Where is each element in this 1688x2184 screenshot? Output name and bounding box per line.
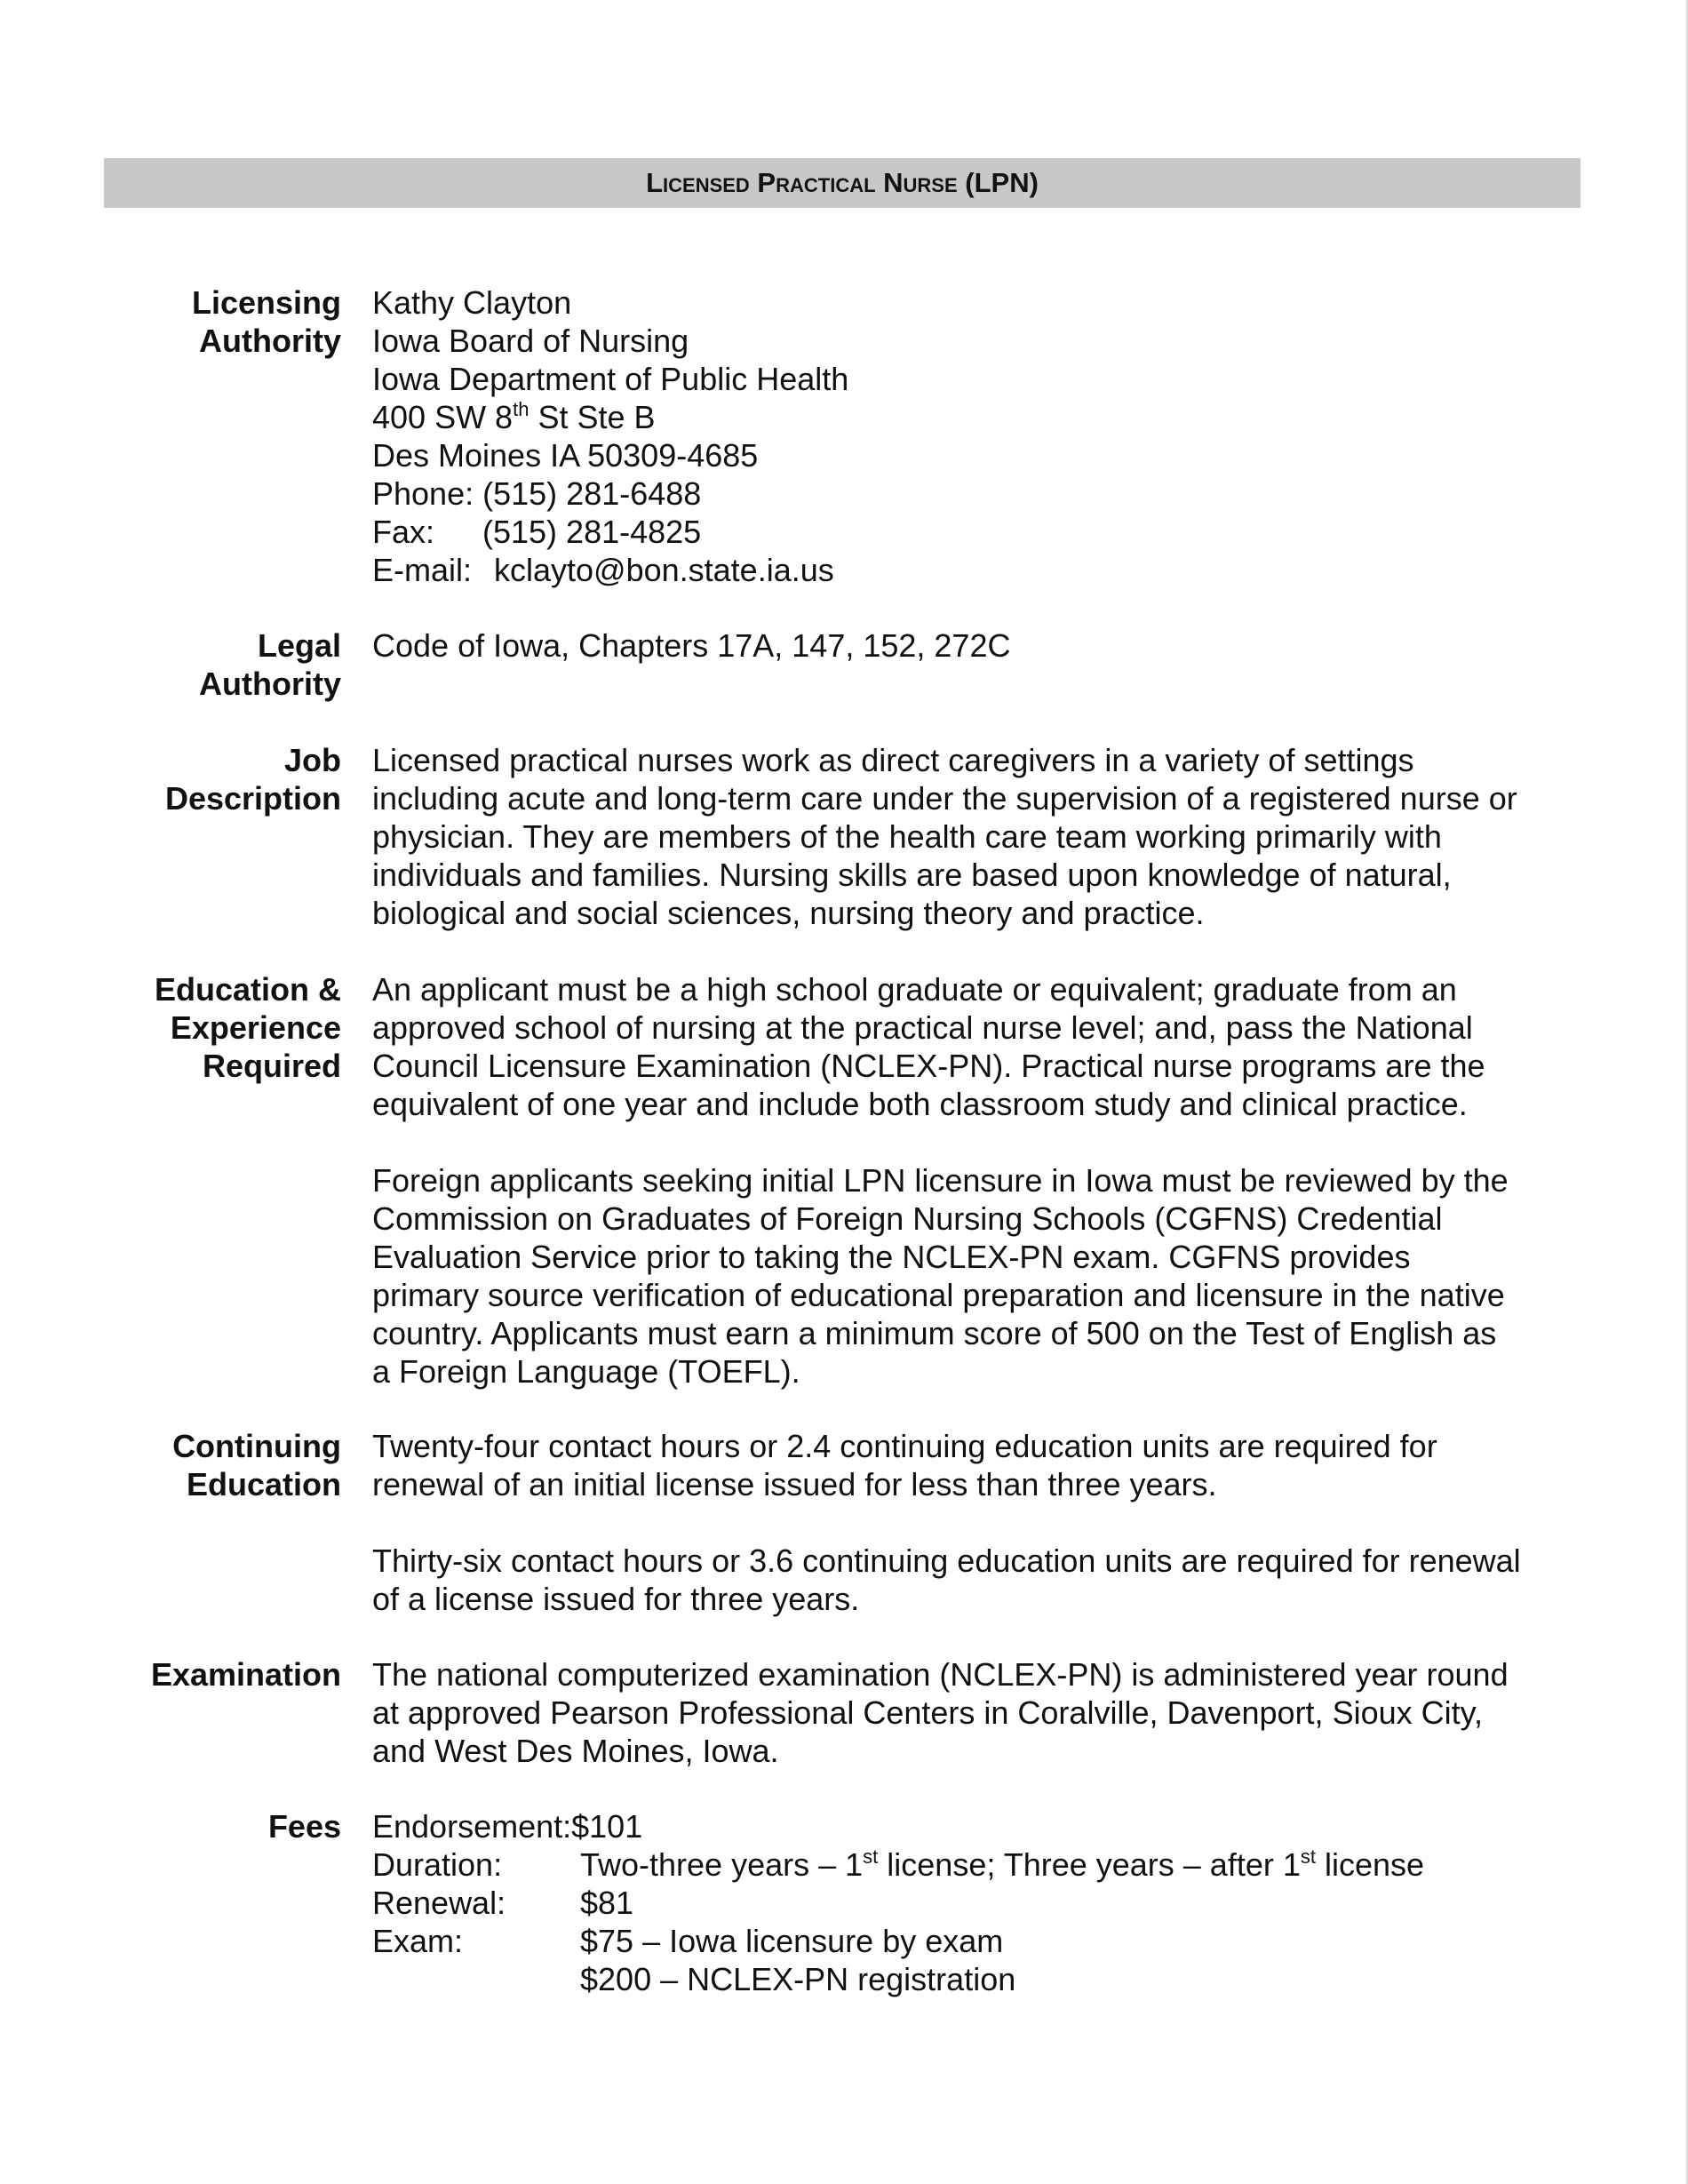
contact-address: 400 SW 8th St Ste B bbox=[372, 398, 656, 435]
section-label: Licensing Authority bbox=[191, 284, 341, 359]
contact-fax: Fax: (515) 281-4825 bbox=[372, 514, 702, 550]
section-label: Legal Authority bbox=[199, 627, 341, 702]
continuing-para-1: Twenty-four contact hours or 2.4 continuing education units are required for renewal of an initial license issued for less than three years. bbox=[372, 1428, 1437, 1502]
legal-text: Code of Iowa, Chapters 17A, 147, 152, 272C bbox=[372, 627, 1011, 664]
contact-name: Kathy Clayton bbox=[372, 284, 572, 321]
contact-dept: Iowa Department of Public Health bbox=[372, 361, 849, 397]
continuing-text bbox=[372, 1427, 1581, 1618]
section-label: Fees bbox=[267, 1808, 341, 1845]
section-label: Continuing Education bbox=[172, 1428, 341, 1502]
section-label: Examination bbox=[150, 1656, 341, 1693]
job-text: Licensed practical nurses work as direct caregivers in a variety of settings including acute and long-term care under the supervision of a registered nurse or physician. They are members of the health care team working primarily with individuals and families. Nursing skills are based upon knowledge of natural, biological and social sciences, nursing theory and practice. bbox=[372, 742, 1517, 931]
licensing-contact bbox=[372, 283, 1581, 589]
fee-renewal: Renewal: $81 bbox=[372, 1885, 634, 1921]
education-para-1: An applicant must be a high school graduate or equivalent; graduate from an approved school of nursing at the practical nurse level; and, pass the National Council Licensure Examination (NCLEX-PN). Practical nurse programs are the equivalent of one year and include both classroom study and clinical practice. bbox=[372, 971, 1485, 1122]
education-text bbox=[372, 970, 1581, 1391]
contact-org: Iowa Board of Nursing bbox=[372, 323, 689, 359]
examination-text: The national computerized examination (NCLEX-PN) is administered year round at approved Pearson Professional Centers in Coralville, Davenport, Sioux City, and West Des Moines, Iowa. bbox=[372, 1656, 1509, 1769]
fee-exam-registration: $200 – NCLEX-PN registration bbox=[580, 1961, 1016, 1997]
section-label: Job Description bbox=[164, 742, 341, 817]
contact-phone: Phone: (515) 281-6488 bbox=[372, 475, 702, 512]
document-title: Licensed Practical Nurse (LPN) bbox=[104, 158, 1581, 208]
fee-exam: Exam: $75 – Iowa licensure by exam bbox=[372, 1923, 1004, 1959]
fee-endorsement: Endorsement:$101 bbox=[372, 1808, 643, 1845]
fees-table bbox=[372, 1807, 1581, 1998]
contact-city: Des Moines IA 50309-4685 bbox=[372, 437, 759, 474]
education-para-2: Foreign applicants seeking initial LPN licensure in Iowa must be reviewed by the Commission on Graduates of Foreign Nursing Schools (CGFNS) Credential Evaluation Service prior to taking the NCLEX-PN exam. CGFNS provides primary source verification of educational preparation and licensure in the native country. Applicants must earn a minimum score of 500 on the Test of English as a Foreign Language (TOEFL). bbox=[372, 1162, 1509, 1390]
continuing-para-2: Thirty-six contact hours or 3.6 continuing education units are required for renewal of a license issued for three years. bbox=[372, 1542, 1521, 1617]
contact-email: E-mail: kclayto@bon.state.ia.us bbox=[372, 552, 834, 588]
fee-duration: Duration: Two-three years – 1st license; Three years – after 1st license bbox=[372, 1845, 1425, 1883]
section-label: Education & Experience Required bbox=[154, 971, 341, 1084]
